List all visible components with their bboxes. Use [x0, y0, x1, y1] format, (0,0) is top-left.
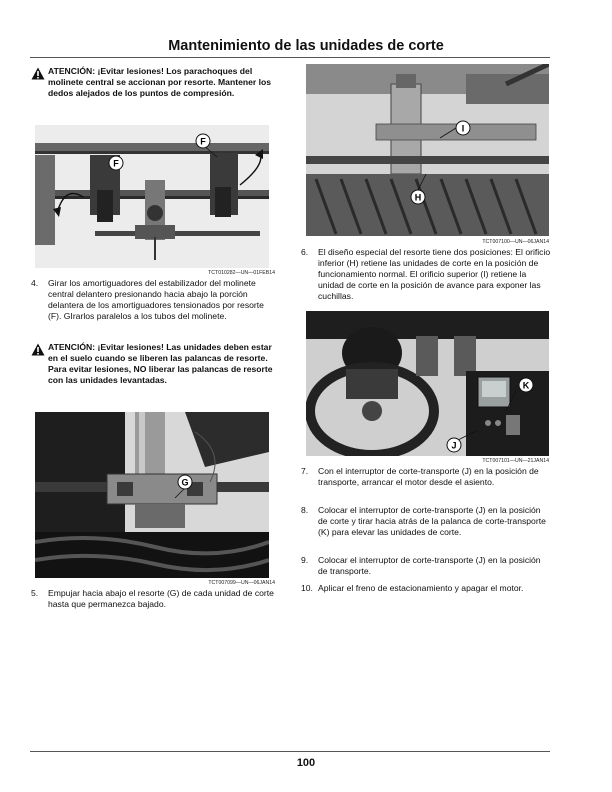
step-5 [31, 588, 279, 610]
step-number: 7. [301, 466, 309, 476]
step-number: 5. [31, 588, 39, 598]
figure-caption: TCT007099—UN—06JAN14 [208, 580, 275, 586]
step-text: Empujar hacia abajo el resorte (G) de cada unidad de corte hasta que permanezca bajado. [48, 588, 274, 609]
footer-rule [30, 751, 550, 752]
step-number: 8. [301, 505, 309, 515]
callout-f-right: F [200, 136, 206, 147]
warning-block [31, 66, 275, 99]
step-number: 9. [301, 555, 309, 565]
step-8 [301, 505, 552, 538]
step-text: Con el interruptor de corte-transporte (J) en la posición de transporte, arrancar el motor desde el asiento. [318, 466, 539, 487]
spring-lever-illustration [35, 412, 269, 578]
callout-i: I [461, 123, 465, 134]
warning-block [31, 342, 275, 386]
warning-text: ATENCIÓN: ¡Evitar lesiones! Los parachoques del molinete central se accionan por resorte. Mantener los dedos alejados de los puntos de compresión. [48, 66, 272, 98]
step-number: 10. [301, 583, 313, 593]
warning-triangle-icon [31, 343, 45, 356]
page-title: Mantenimiento de las unidades de corte [168, 38, 444, 54]
figure-caption: TCT007100—UN—06JAN14 [482, 239, 549, 245]
page-number: 100 [296, 757, 316, 769]
step-6 [301, 247, 552, 302]
operator-station-illustration [306, 311, 549, 456]
warning-triangle-icon [31, 67, 45, 80]
callout-f-left: F [113, 158, 119, 169]
warning-text: ATENCIÓN: ¡Evitar lesiones! Las unidades deben estar en el suelo cuando se liberen las palancas de resorte. Para evitar lesiones, NO liberar las palancas de resorte con las unidades levantadas. [48, 342, 273, 385]
step-number: 6. [301, 247, 309, 257]
step-10 [301, 583, 552, 594]
step-number: 4. [31, 278, 39, 288]
step-text: Colocar el interruptor de corte-transporte (J) en la posición de transporte. [318, 555, 541, 576]
callout-h: H [414, 192, 422, 203]
step-9 [301, 555, 552, 577]
step-4 [31, 278, 279, 322]
step-text: Aplicar el freno de estacionamiento y apagar el motor. [318, 583, 524, 593]
callout-j: J [451, 440, 457, 451]
header-rule [30, 57, 550, 58]
figure-caption: TCT010282—UN—01FEB14 [208, 270, 275, 276]
step-text: Girar los amortiguadores del estabilizador del molinete central delantero presionando hacia abajo la porción delantera de los amortiguadores tensionados por resorte (F). GIrarlos paralelos a los tubos del molinete. [48, 278, 264, 321]
step-text: Colocar el interruptor de corte-transporte (J) en la posición de corte y tirar hacia atrás de la palanca de corte-transporte (K) para elevar las unidades de corte. [318, 505, 546, 537]
callout-k: K [522, 380, 530, 391]
figure-caption: TCT007101—UN—21JAN14 [482, 458, 549, 464]
step-text: El diseño especial del resorte tiene dos posiciones: El orificio inferior (H) retiene las unidades de corte en la posición de funcionamiento normal. El orificio superior (I) retiene la unidad de corte en la posición de avance para exponer las cuchillas. [318, 247, 551, 301]
stabilizer-bumper-illustration [35, 125, 269, 268]
step-7 [301, 466, 552, 488]
spring-positions-illustration [306, 64, 549, 236]
callout-g: G [181, 477, 189, 488]
